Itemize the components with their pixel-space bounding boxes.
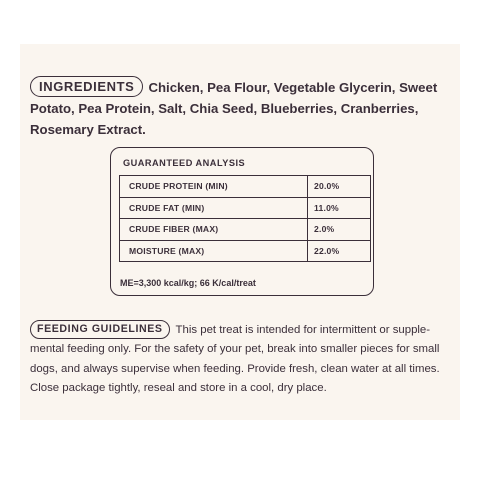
guaranteed-analysis-title: GUARANTEED ANALYSIS (123, 158, 246, 168)
nutrient-value: 22.0% (308, 240, 371, 262)
nutrient-value: 20.0% (308, 176, 371, 198)
analysis-table (119, 175, 371, 262)
feeding-guidelines-section (30, 320, 450, 399)
feeding-guidelines-text: This pet treat is intended for intermittent or supple-mental feeding only. For the safety of your pet, break into smaller pieces for small dogs, and always supervise when feeding. Provide fresh, clean water at all times. Close package tightly, reseal and store in a cool, dry place. (30, 324, 440, 395)
nutrient-value: 11.0% (308, 197, 371, 219)
table-row (120, 197, 371, 219)
ingredients-list: Chicken, Pea Flour, Vegetable Glycerin, Sweet Potato, Pea Protein, Salt, Chia Seed, Blueberries, Cranberries, Rosemary Extract. (30, 80, 438, 137)
table-row (120, 176, 371, 198)
nutrient-name: CRUDE FAT (MIN) (120, 197, 308, 219)
table-row (120, 219, 371, 241)
ingredients-section (30, 76, 450, 140)
guaranteed-analysis-box (110, 147, 374, 296)
nutrient-name: MOISTURE (MAX) (120, 240, 308, 262)
feeding-guidelines-heading: FEEDING GUIDELINES (30, 320, 170, 339)
nutrient-value: 2.0% (308, 219, 371, 241)
nutrient-name: CRUDE FIBER (MAX) (120, 219, 308, 241)
table-row (120, 240, 371, 262)
calorie-content: ME=3,300 kcal/kg; 66 K/cal/treat (120, 278, 256, 288)
ingredients-heading: INGREDIENTS (30, 76, 143, 97)
nutrient-name: CRUDE PROTEIN (MIN) (120, 176, 308, 198)
